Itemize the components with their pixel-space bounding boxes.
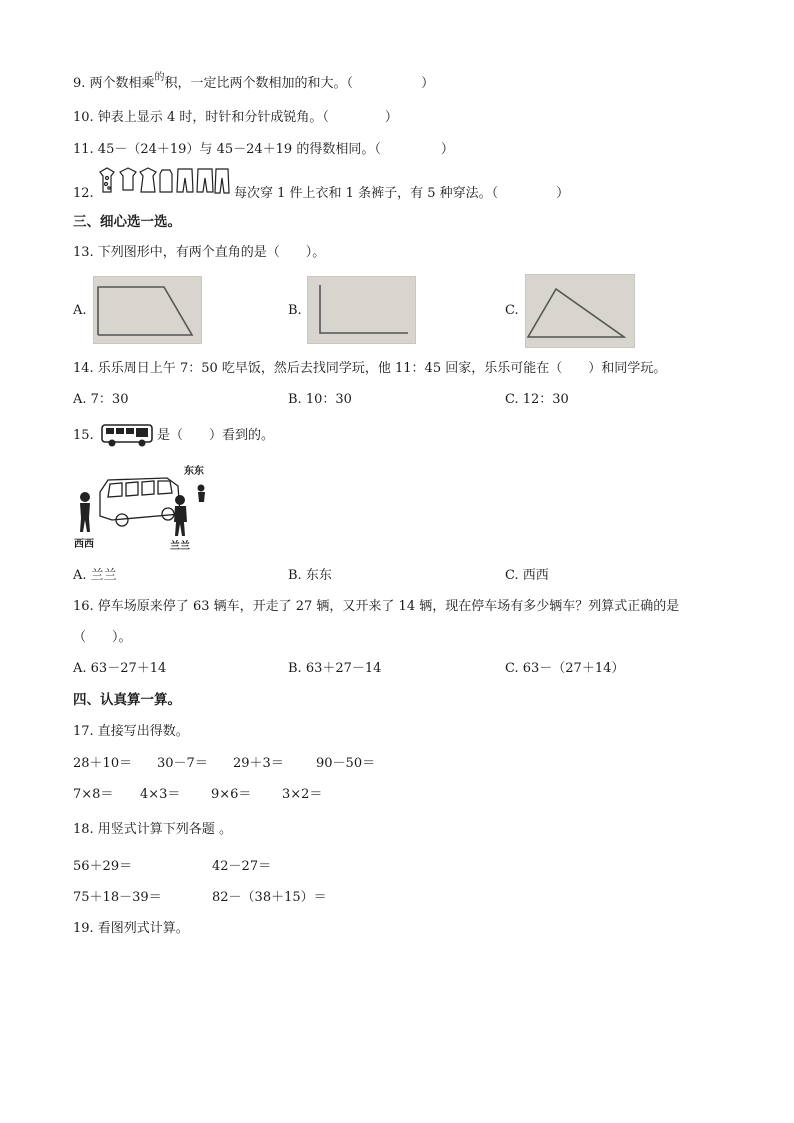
label-dongdong: 东东 <box>184 466 204 477</box>
question-13-option-c-label: C. <box>505 303 519 318</box>
question-17-text: 17. 直接写出得数。 <box>73 724 189 739</box>
question-10-close: ） <box>384 110 398 125</box>
q17-item-6: 4×3＝ <box>140 787 181 802</box>
question-15-option-a: A. 兰兰 <box>73 568 117 583</box>
q17-item-1: 28＋10＝ <box>73 756 133 771</box>
triangle-shape <box>526 275 634 347</box>
right-angle-shape <box>308 277 415 343</box>
question-11-text: 11. 45－（24＋19）与 45－24＋19 的得数相同。（ <box>73 142 381 157</box>
question-15-text: 是（ ）看到的。 <box>157 428 275 443</box>
question-13-text: 13. 下列图形中，有两个直角的是（ ）。 <box>73 245 326 260</box>
question-12-number: 12. <box>73 186 94 201</box>
bus-icon <box>100 422 156 448</box>
q18-item-1: 56＋29＝ <box>73 859 133 874</box>
question-15-option-b: B. 东东 <box>288 568 332 583</box>
question-14-option-a: A. 7：30 <box>73 392 129 407</box>
question-9-close: ） <box>421 76 435 91</box>
q17-item-2: 30－7＝ <box>157 756 208 771</box>
q17-item-8: 3×2＝ <box>282 787 323 802</box>
question-14-option-c: C. 12：30 <box>505 392 569 407</box>
q18-item-3: 75＋18－39＝ <box>73 890 162 905</box>
question-11 <box>73 142 454 158</box>
section-3-heading: 三、细心选一选。 <box>73 214 181 230</box>
question-9-superscript: 的 <box>154 72 165 83</box>
question-16-text: 16. 停车场原来停了 63 辆车，开走了 27 辆，又开来了 14 辆，现在停车场有多少辆车？列算式正确的是 <box>73 599 680 614</box>
question-9 <box>73 72 435 93</box>
clothes-illustration <box>98 166 232 196</box>
label-lanlan: 兰兰 <box>170 541 190 552</box>
q17-item-7: 9×6＝ <box>211 787 252 802</box>
trapezoid-figure <box>93 276 202 344</box>
question-10 <box>73 110 398 126</box>
bus-front-image <box>100 422 156 448</box>
question-18-text: 18. 用竖式计算下列各题 。 <box>73 822 232 837</box>
question-13-option-a-label: A. <box>73 303 87 318</box>
q17-item-3: 29＋3＝ <box>233 756 284 771</box>
question-15-number: 15. <box>73 428 94 443</box>
question-16-option-a: A. 63－27＋14 <box>73 661 167 676</box>
question-9-rest: 积，一定比两个数相加的和大。（ <box>164 76 354 91</box>
question-12-body <box>234 186 569 202</box>
question-10-text: 10. 钟表上显示 4 时，时针和分针成锐角。（ <box>73 110 329 125</box>
question-14-option-b: B. 10：30 <box>288 392 352 407</box>
question-13-option-b-label: B. <box>288 303 302 318</box>
right-angle-figure <box>307 276 416 344</box>
q17-item-4: 90－50＝ <box>316 756 376 771</box>
question-12-text: 每次穿 1 件上衣和 1 条裤子，有 5 种穿法。（ <box>234 186 499 201</box>
question-16-text-cont: （ ）。 <box>73 630 132 645</box>
q18-item-2: 42－27＝ <box>212 859 272 874</box>
question-9-text: 9. 两个数相乘 <box>73 76 155 91</box>
question-16-option-c: C. 63－（27＋14） <box>505 661 625 676</box>
question-12-close: ） <box>556 186 570 201</box>
label-xixi: 西西 <box>74 539 94 550</box>
q18-item-4: 82－（38＋15）＝ <box>212 890 327 905</box>
question-12 <box>73 186 94 202</box>
question-19-text: 19. 看图列式计算。 <box>73 921 189 936</box>
triangle-figure <box>525 274 635 348</box>
question-15-option-c: C. 西西 <box>505 568 549 583</box>
q17-item-5: 7×8＝ <box>73 787 114 802</box>
question-14-text: 14. 乐乐周日上午 7：50 吃早饭，然后去找同学玩，他 11：45 回家，乐乐可能在（ ）和同学玩。 <box>73 361 667 376</box>
section-4-heading: 四、认真算一算。 <box>73 692 181 708</box>
trapezoid-shape <box>94 277 201 343</box>
question-16-option-b: B. 63＋27－14 <box>288 661 382 676</box>
clothes-image <box>98 166 232 196</box>
question-11-close: ） <box>440 142 454 157</box>
